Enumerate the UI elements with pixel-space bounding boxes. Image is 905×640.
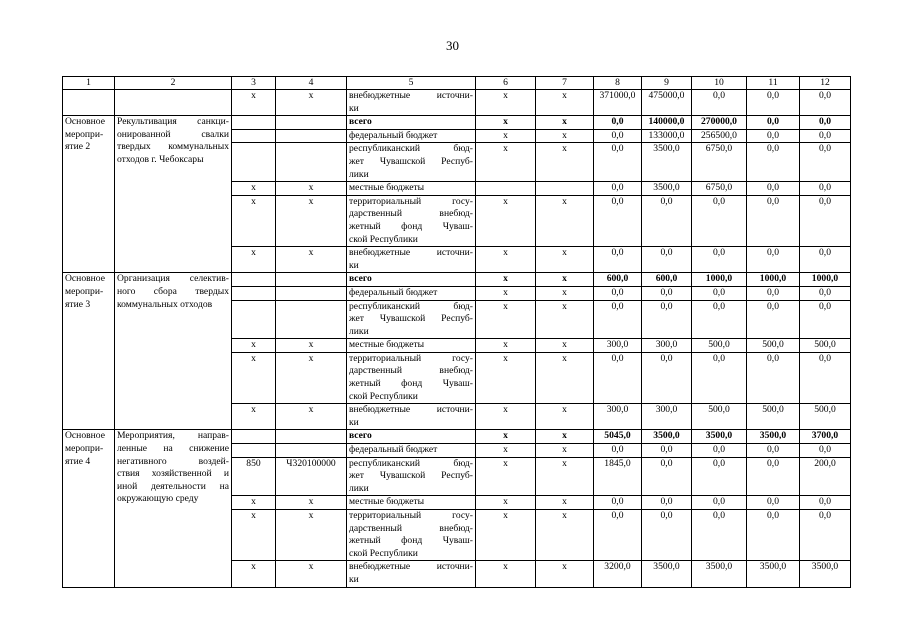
amount-cell: 0,0 <box>800 90 851 116</box>
code-kcsr-cell: x <box>276 247 347 273</box>
code-kcsr-cell: Ч320100000 <box>276 457 347 496</box>
col6-cell: x <box>476 510 536 561</box>
amount-cell: 0,0 <box>800 300 851 339</box>
cell-text-line: дарственный внебюд- <box>349 522 473 534</box>
col6-cell: x <box>476 496 536 510</box>
mainevent-line: меропри- <box>65 285 104 297</box>
header-cell: 2 <box>115 77 232 90</box>
amount-cell: 270000,0 <box>692 116 747 130</box>
col7-cell: x <box>536 430 594 444</box>
code-kcsr-cell: x <box>276 352 347 403</box>
cell-text-line: ленные на снижение <box>117 443 229 455</box>
header-cell: 8 <box>594 77 642 90</box>
description-cell <box>115 273 232 430</box>
code-kcsr-cell: x <box>276 496 347 510</box>
amount-cell: 500,0 <box>800 404 851 430</box>
amount-cell: 600,0 <box>594 273 642 287</box>
amount-cell: 6750,0 <box>692 143 747 182</box>
amount-cell: 0,0 <box>747 182 800 196</box>
col6-cell: x <box>476 129 536 143</box>
header-cell: 11 <box>747 77 800 90</box>
code-kcsr-cell: x <box>276 90 347 116</box>
cell-text-line: республиканский бюд- <box>349 457 473 469</box>
description-cell <box>115 430 232 587</box>
mainevent-cell <box>63 90 115 116</box>
amount-cell: 500,0 <box>747 404 800 430</box>
col6-cell: x <box>476 339 536 353</box>
cell-text-line: местные бюджеты <box>349 496 425 508</box>
cell-text-line: местные бюджеты <box>349 182 425 194</box>
amount-cell: 0,0 <box>594 129 642 143</box>
funding-source-cell <box>347 90 476 116</box>
code-grbs-cell: x <box>232 352 276 403</box>
amount-cell: 3700,0 <box>800 430 851 444</box>
cell-text-line: лики <box>349 482 369 494</box>
amount-cell: 300,0 <box>594 339 642 353</box>
amount-cell: 0,0 <box>594 352 642 403</box>
col6-cell: x <box>476 273 536 287</box>
amount-cell: 0,0 <box>747 195 800 246</box>
amount-cell: 0,0 <box>642 510 692 561</box>
cell-text-line: Рекультивация санкци- <box>117 116 229 128</box>
amount-cell: 0,0 <box>594 247 642 273</box>
amount-cell: 3500,0 <box>692 561 747 587</box>
amount-cell: 0,0 <box>642 457 692 496</box>
col7-cell: x <box>536 195 594 246</box>
funding-source-cell <box>347 430 476 444</box>
code-grbs-cell <box>232 286 276 300</box>
code-kcsr-cell <box>276 273 347 287</box>
amount-cell: 500,0 <box>800 339 851 353</box>
amount-cell: 0,0 <box>594 286 642 300</box>
cell-text-line: территориальный госу- <box>349 510 473 521</box>
code-grbs-cell: x <box>232 510 276 561</box>
code-grbs-cell: x <box>232 404 276 430</box>
code-grbs-cell: x <box>232 339 276 353</box>
amount-cell: 3500,0 <box>747 430 800 444</box>
funding-source-cell <box>347 129 476 143</box>
code-grbs-cell: x <box>232 195 276 246</box>
col7-cell: x <box>536 404 594 430</box>
code-grbs-cell: x <box>232 496 276 510</box>
amount-cell: 0,0 <box>747 286 800 300</box>
amount-cell: 140000,0 <box>642 116 692 130</box>
code-kcsr-cell: x <box>276 195 347 246</box>
cell-text-line: коммунальных отходов <box>117 298 213 310</box>
code-grbs-cell <box>232 143 276 182</box>
amount-cell: 0,0 <box>800 247 851 273</box>
cell-text-line: онированной свалки <box>117 128 229 140</box>
table-row <box>63 273 851 287</box>
amount-cell: 0,0 <box>642 496 692 510</box>
cell-text-line: отходов г. Чебоксары <box>117 153 204 165</box>
cell-text-line: ствия хозяйственной и <box>117 468 229 480</box>
mainevent-line: Основное <box>65 273 105 285</box>
funding-source-cell <box>347 247 476 273</box>
amount-cell: 371000,0 <box>594 90 642 116</box>
table-row <box>63 116 851 130</box>
cell-text-line: местные бюджеты <box>349 339 425 351</box>
amount-cell: 0,0 <box>800 286 851 300</box>
cell-text-line: жетный фонд Чуваш- <box>349 220 473 232</box>
amount-cell: 0,0 <box>747 90 800 116</box>
amount-cell: 3500,0 <box>642 430 692 444</box>
amount-cell: 3500,0 <box>800 561 851 587</box>
funding-source-cell <box>347 273 476 287</box>
cell-text-line: всего <box>349 273 372 285</box>
header-cell: 4 <box>276 77 347 90</box>
amount-cell: 0,0 <box>800 496 851 510</box>
cell-text-line: жет Чувашской Респуб- <box>349 470 473 482</box>
code-kcsr-cell <box>276 430 347 444</box>
amount-cell: 0,0 <box>692 286 747 300</box>
cell-text-line: ской Республики <box>349 390 418 402</box>
code-kcsr-cell <box>276 143 347 182</box>
col6-cell: x <box>476 143 536 182</box>
cell-text-line: негативного воздей- <box>117 455 229 467</box>
amount-cell: 3500,0 <box>642 143 692 182</box>
col7-cell: x <box>536 496 594 510</box>
mainevent-line: меропри- <box>65 128 104 140</box>
amount-cell: 0,0 <box>642 352 692 403</box>
code-kcsr-cell: x <box>276 510 347 561</box>
cell-text-line: территориальный госу- <box>349 352 473 364</box>
header-cell: 12 <box>800 77 851 90</box>
funding-source-cell <box>347 352 476 403</box>
col7-cell: x <box>536 286 594 300</box>
amount-cell: 0,0 <box>747 496 800 510</box>
amount-cell: 0,0 <box>594 116 642 130</box>
amount-cell: 0,0 <box>800 510 851 561</box>
cell-text-line: всего <box>349 430 372 442</box>
funding-source-cell <box>347 182 476 196</box>
amount-cell: 0,0 <box>594 496 642 510</box>
col6-cell: x <box>476 300 536 339</box>
header-cell: 3 <box>232 77 276 90</box>
mainevent-line: ятие 2 <box>65 141 91 153</box>
col6-cell: x <box>476 444 536 458</box>
amount-cell: 0,0 <box>642 195 692 246</box>
col6-cell: x <box>476 352 536 403</box>
col6-cell: x <box>476 116 536 130</box>
amount-cell: 1845,0 <box>594 457 642 496</box>
col6-cell: x <box>476 430 536 444</box>
code-grbs-cell <box>232 129 276 143</box>
cell-text-line: внебюджетные источни- <box>349 404 473 416</box>
mainevent-line: ятие 3 <box>65 298 91 310</box>
col7-cell: x <box>536 116 594 130</box>
mainevent-cell <box>63 273 115 430</box>
col7-cell: x <box>536 300 594 339</box>
amount-cell: 300,0 <box>642 404 692 430</box>
funding-source-cell <box>347 339 476 353</box>
code-kcsr-cell <box>276 300 347 339</box>
amount-cell: 0,0 <box>594 300 642 339</box>
amount-cell: 0,0 <box>747 352 800 403</box>
col7-cell: x <box>536 457 594 496</box>
amount-cell: 300,0 <box>594 404 642 430</box>
funding-source-cell <box>347 300 476 339</box>
amount-cell: 0,0 <box>800 352 851 403</box>
amount-cell: 0,0 <box>692 300 747 339</box>
header-cell: 6 <box>476 77 536 90</box>
amount-cell: 3200,0 <box>594 561 642 587</box>
amount-cell: 500,0 <box>747 339 800 353</box>
code-grbs-cell <box>232 116 276 130</box>
code-grbs-cell: x <box>232 90 276 116</box>
amount-cell: 0,0 <box>800 195 851 246</box>
amount-cell: 500,0 <box>692 404 747 430</box>
mainevent-line: ятие 4 <box>65 455 91 467</box>
amount-cell: 0,0 <box>747 300 800 339</box>
mainevent-line: Основное <box>65 116 105 128</box>
col7-cell: x <box>536 339 594 353</box>
col7-cell <box>536 182 594 196</box>
amount-cell: 500,0 <box>692 339 747 353</box>
cell-text-line: лики <box>349 168 369 180</box>
col7-cell: x <box>536 90 594 116</box>
code-kcsr-cell: x <box>276 561 347 587</box>
code-kcsr-cell <box>276 129 347 143</box>
cell-text-line: ки <box>349 102 359 114</box>
cell-text-line: жетный фонд Чуваш- <box>349 535 473 547</box>
col6-cell: x <box>476 457 536 496</box>
header-cell: 1 <box>63 77 115 90</box>
cell-text-line: всего <box>349 116 372 128</box>
cell-text-line: ного сбора твердых <box>117 285 229 297</box>
amount-cell: 0,0 <box>800 182 851 196</box>
code-kcsr-cell: x <box>276 339 347 353</box>
amount-cell: 600,0 <box>642 273 692 287</box>
amount-cell: 0,0 <box>800 116 851 130</box>
code-grbs-cell: x <box>232 247 276 273</box>
code-kcsr-cell <box>276 444 347 458</box>
funding-source-cell <box>347 510 476 561</box>
amount-cell: 256500,0 <box>692 129 747 143</box>
amount-cell: 0,0 <box>692 457 747 496</box>
cell-text-line: дарственный внебюд- <box>349 365 473 377</box>
funding-source-cell <box>347 195 476 246</box>
col7-cell: x <box>536 352 594 403</box>
amount-cell: 0,0 <box>747 116 800 130</box>
mainevent-cell <box>63 116 115 273</box>
funding-source-cell <box>347 561 476 587</box>
cell-text-line: республиканский бюд- <box>349 300 473 312</box>
amount-cell: 0,0 <box>642 444 692 458</box>
col7-cell: x <box>536 444 594 458</box>
amount-cell: 133000,0 <box>642 129 692 143</box>
amount-cell: 475000,0 <box>642 90 692 116</box>
amount-cell: 0,0 <box>594 143 642 182</box>
amount-cell: 0,0 <box>747 143 800 182</box>
amount-cell: 0,0 <box>692 90 747 116</box>
code-kcsr-cell <box>276 286 347 300</box>
header-cell: 7 <box>536 77 594 90</box>
cell-text-line: Организация селектив- <box>117 273 229 285</box>
cell-text-line: иной деятельности на <box>117 480 229 492</box>
cell-text-line: ки <box>349 573 359 585</box>
amount-cell: 0,0 <box>692 510 747 561</box>
header-cell: 5 <box>347 77 476 90</box>
amount-cell: 0,0 <box>692 247 747 273</box>
amount-cell: 1000,0 <box>692 273 747 287</box>
col6-cell <box>476 182 536 196</box>
cell-text-line: федеральный бюджет <box>349 129 438 141</box>
amount-cell: 300,0 <box>642 339 692 353</box>
amount-cell: 5045,0 <box>594 430 642 444</box>
amount-cell: 0,0 <box>692 352 747 403</box>
col6-cell: x <box>476 247 536 273</box>
cell-text-line: лики <box>349 325 369 337</box>
amount-cell: 0,0 <box>692 496 747 510</box>
table-row <box>63 90 851 116</box>
cell-text-line: республиканский бюд- <box>349 143 473 155</box>
description-cell <box>115 116 232 273</box>
amount-cell: 0,0 <box>594 510 642 561</box>
amount-cell: 0,0 <box>800 444 851 458</box>
code-grbs-cell <box>232 273 276 287</box>
col7-cell: x <box>536 273 594 287</box>
code-grbs-cell: 850 <box>232 457 276 496</box>
code-grbs-cell <box>232 444 276 458</box>
cell-text-line: внебюджетные источни- <box>349 247 473 259</box>
description-cell <box>115 90 232 116</box>
cell-text-line: жет Чувашской Респуб- <box>349 313 473 325</box>
cell-text-line: федеральный бюджет <box>349 444 438 456</box>
col7-cell: x <box>536 247 594 273</box>
funding-source-cell <box>347 143 476 182</box>
amount-cell: 0,0 <box>747 247 800 273</box>
code-grbs-cell <box>232 430 276 444</box>
cell-text-line: ской Республики <box>349 547 418 559</box>
amount-cell: 0,0 <box>642 286 692 300</box>
code-grbs-cell <box>232 300 276 339</box>
amount-cell: 0,0 <box>800 143 851 182</box>
cell-text-line: окружающую среду <box>117 493 199 505</box>
table-row <box>63 430 851 444</box>
col6-cell: x <box>476 404 536 430</box>
cell-text-line: жет Чувашской Респуб- <box>349 155 473 167</box>
funding-source-cell <box>347 404 476 430</box>
amount-cell: 0,0 <box>692 444 747 458</box>
amount-cell: 0,0 <box>747 129 800 143</box>
amount-cell: 0,0 <box>692 195 747 246</box>
cell-text-line: внебюджетные источни- <box>349 90 473 101</box>
amount-cell: 0,0 <box>747 444 800 458</box>
col7-cell: x <box>536 129 594 143</box>
funding-source-cell <box>347 457 476 496</box>
cell-text-line: территориальный госу- <box>349 195 473 207</box>
amount-cell: 0,0 <box>594 182 642 196</box>
col6-cell: x <box>476 90 536 116</box>
code-kcsr-cell: x <box>276 182 347 196</box>
amount-cell: 0,0 <box>800 129 851 143</box>
amount-cell: 3500,0 <box>747 561 800 587</box>
col7-cell: x <box>536 143 594 182</box>
amount-cell: 1000,0 <box>747 273 800 287</box>
col7-cell: x <box>536 510 594 561</box>
funding-source-cell <box>347 286 476 300</box>
code-kcsr-cell: x <box>276 404 347 430</box>
amount-cell: 3500,0 <box>642 561 692 587</box>
cell-text-line: ки <box>349 259 359 271</box>
amount-cell: 0,0 <box>747 510 800 561</box>
cell-text-line: дарственный внебюд- <box>349 208 473 220</box>
amount-cell: 0,0 <box>594 195 642 246</box>
code-kcsr-cell <box>276 116 347 130</box>
cell-text-line: федеральный бюджет <box>349 286 438 298</box>
amount-cell: 3500,0 <box>642 182 692 196</box>
amount-cell: 0,0 <box>642 300 692 339</box>
page-number: 30 <box>446 38 459 53</box>
header-cell: 9 <box>642 77 692 90</box>
amount-cell: 0,0 <box>747 457 800 496</box>
amount-cell: 0,0 <box>642 247 692 273</box>
amount-cell: 1000,0 <box>800 273 851 287</box>
col7-cell: x <box>536 561 594 587</box>
amount-cell: 3500,0 <box>692 430 747 444</box>
header-row <box>63 77 851 90</box>
cell-text-line: внебюджетные источни- <box>349 561 473 573</box>
mainevent-line: меропри- <box>65 443 104 455</box>
funding-source-cell <box>347 444 476 458</box>
header-cell: 10 <box>692 77 747 90</box>
cell-text-line: Мероприятия, направ- <box>117 430 229 442</box>
code-grbs-cell: x <box>232 182 276 196</box>
amount-cell: 200,0 <box>800 457 851 496</box>
cell-text-line: твердых коммунальных <box>117 141 229 153</box>
funding-source-cell <box>347 116 476 130</box>
col6-cell: x <box>476 286 536 300</box>
funding-source-cell <box>347 496 476 510</box>
cell-text-line: жетный фонд Чуваш- <box>349 378 473 390</box>
mainevent-line: Основное <box>65 430 105 442</box>
mainevent-cell <box>63 430 115 587</box>
cell-text-line: ки <box>349 416 359 428</box>
budget-table <box>62 76 851 588</box>
cell-text-line: ской Республики <box>349 233 418 245</box>
col6-cell: x <box>476 561 536 587</box>
col6-cell: x <box>476 195 536 246</box>
amount-cell: 0,0 <box>594 444 642 458</box>
code-grbs-cell: x <box>232 561 276 587</box>
amount-cell: 6750,0 <box>692 182 747 196</box>
